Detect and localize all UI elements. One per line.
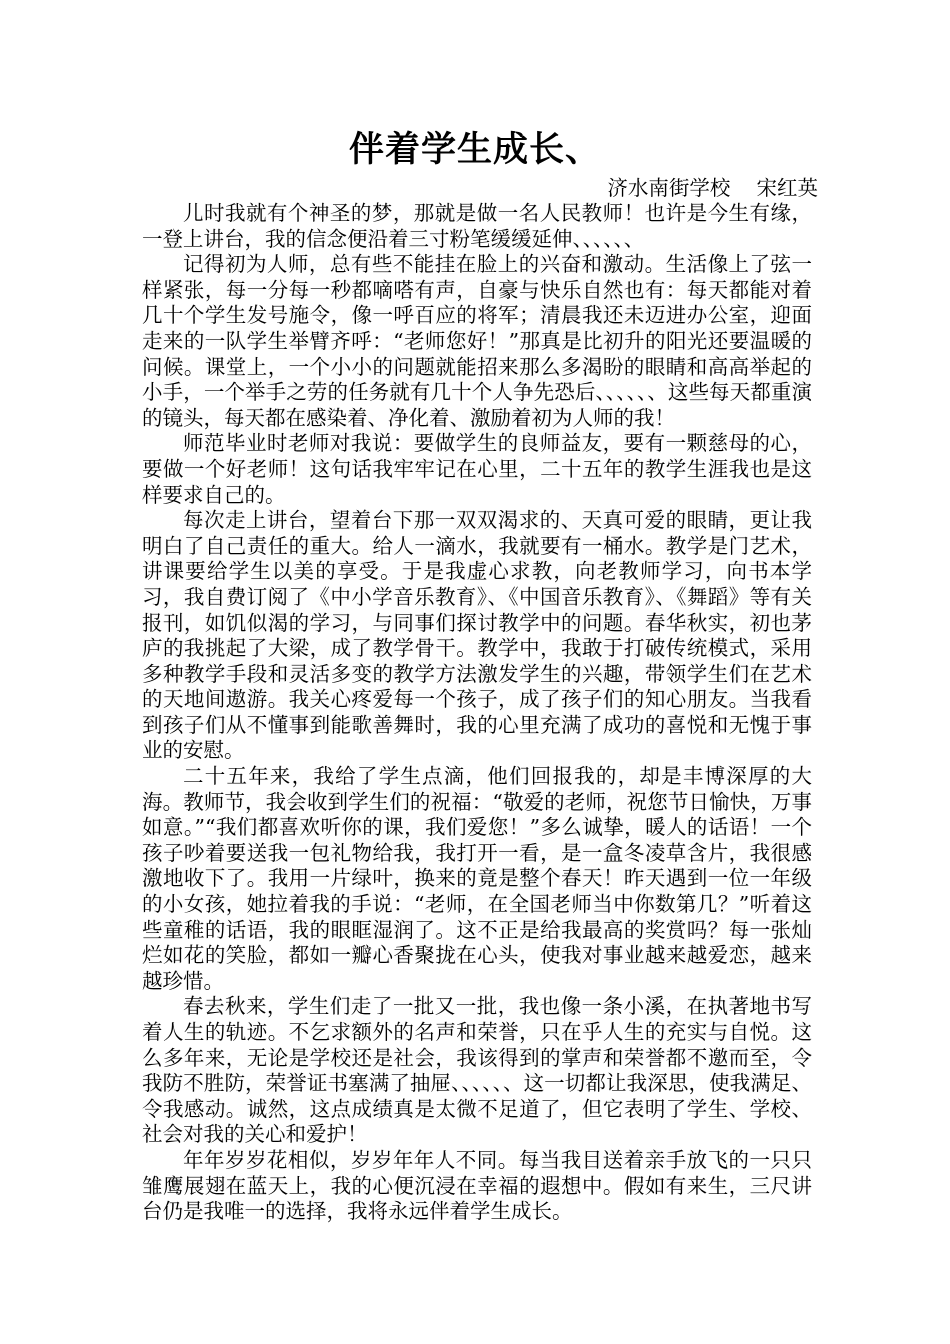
paragraph: 记得初为人师，总有些不能挂在脸上的兴奋和激动。生活像上了弦一样紧张，每一分每一秒都嘀嗒有声，自豪与快乐自然也有：每天都能对着几十个学生发号施令，像一呼百应的将军；清晨我还未迈进办公室，迎面走来的一队学生举臂齐呼：“老师您好！”那真是比初升的阳光还要温暖的问候。课堂上，一个小小的问题就能招来那么多渴盼的眼睛和高高举起的小手，一个举手之劳的任务就有几十个人争先恐后、、、、、、这些每天都重演的镜头，每天都在感染着、净化着、激励着初为人师的我！: [142, 252, 812, 430]
document-title: 伴着学生成长、: [348, 129, 601, 170]
paragraph: 儿时我就有个神圣的梦，那就是做一名人民教师！也许是今生有缘，一登上讲台，我的信念便沿着三寸粉笔缓缓延伸、、、、、、: [142, 201, 812, 251]
paragraph: 每次走上讲台，望着台下那一双双渴求的、天真可爱的眼睛，更让我明白了自己责任的重大。给人一滴水，我就要有一桶水。教学是门艺术，讲课要给学生以美的享受。于是我虚心求教，向老教师学习，向书本学习，我自费订阅了《中小学音乐教育》、《中国音乐教育》、《舞蹈》等有关报刊，如饥似渴的学习，与同事们探讨教学中的问题。春华秋实，初也茅庐的我挑起了大梁，成了教学骨干。教学中，我敢于打破传统模式，采用多种教学手段和灵活多变的教学方法激发学生的兴趣，带领学生们在艺术的天地间遨游。我关心疼爱每一个孩子，成了孩子们的知心朋友。当我看到孩子们从不懂事到能歌善舞时，我的心里充满了成功的喜悦和无愧于事业的安慰。: [142, 508, 812, 763]
document-body: [142, 201, 812, 1225]
paragraph: 春去秋来，学生们走了一批又一批，我也像一条小溪，在执著地书写着人生的轨迹。不乞求额外的名声和荣誉，只在乎人生的充实与自悦。这么多年来，无论是学校还是社会，我该得到的掌声和荣誉都不邀而至，令我防不胜防，荣誉证书塞满了抽屉、、、、、、这一切都让我深思，使我满足、令我感动。诚然，这点成绩真是太微不足道了，但它表明了学生、学校、社会对我的关心和爱护！: [142, 994, 812, 1147]
paragraph: 二十五年来，我给了学生点滴，他们回报我的，却是丰博深厚的大海。教师节，我会收到学生们的祝福：“敬爱的老师，祝您节日愉快，万事如意。”“我们都喜欢听你的课，我们爱您！”多么诚挚，暖人的话语！一个孩子吵着要送我一包礼物给我，我打开一看，是一盒冬凌草含片，我很感激地收下了。我用一片绿叶，换来的竟是整个春天！昨天遇到一位一年级的小女孩，她拉着我的手说：“老师，在全国老师当中你数第几？”听着这些童稚的话语，我的眼眶湿润了。这不正是给我最高的奖赏吗？每一张灿烂如花的笑脸，都如一瓣心香聚拢在心头，使我对事业越来越爱恋，越来越珍惜。: [142, 764, 812, 993]
author-line: 济水南街学校 宋红英: [607, 176, 818, 200]
paragraph: 年年岁岁花相似，岁岁年年人不同。每当我目送着亲手放飞的一只只雏鹰展翅在蓝天上，我的心便沉浸在幸福的遐想中。假如有来生，三尺讲台仍是我唯一的选择，我将永远伴着学生成长。: [142, 1147, 812, 1224]
paragraph: 师范毕业时老师对我说：要做学生的良师益友，要有一颗慈母的心，要做一个好老师！这句话我牢牢记在心里，二十五年的教学生涯我也是这样要求自己的。: [142, 431, 812, 507]
